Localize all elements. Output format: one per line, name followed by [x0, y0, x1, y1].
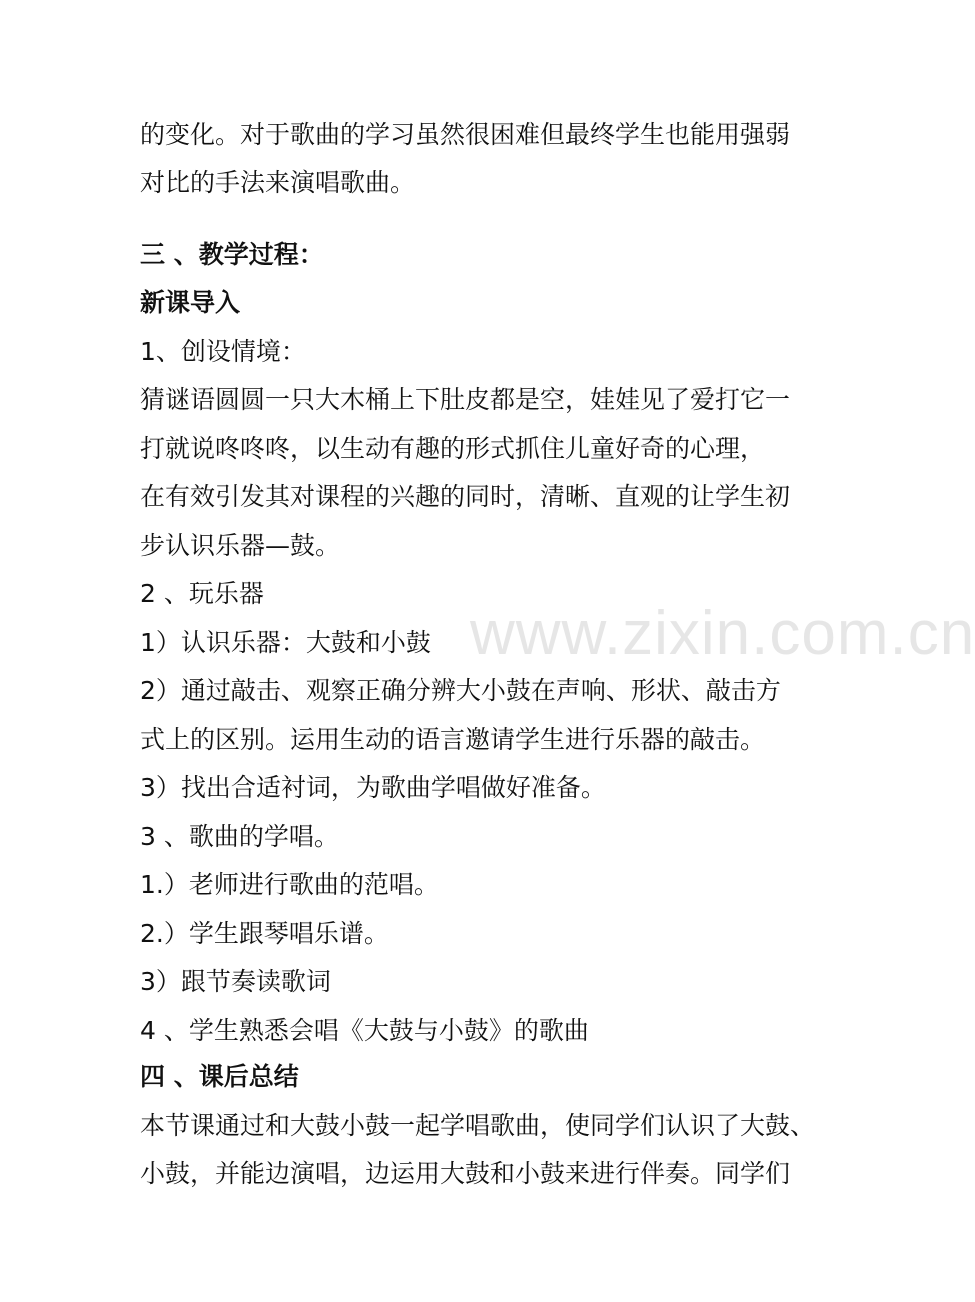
sub-item-know-instruments: 1）认识乐器：大鼓和小鼓: [140, 628, 431, 657]
list-item-master-song: 4 、学生熟悉会唱《大鼓与小鼓》的歌曲: [140, 1016, 589, 1045]
body-text-line-2: 对比的手法来演唱歌曲。: [140, 168, 416, 197]
body-text-line-riddle-2: 打就说咚咚咚，以生动有趣的形式抓住儿童好奇的心理，: [140, 434, 766, 463]
subheading-new-lesson-intro: 新课导入: [140, 288, 241, 317]
watermark: www.zixin.com.cn: [470, 599, 975, 668]
body-text-line-1: 的变化。对于歌曲的学习虽然很困难但最终学生也能用强弱: [140, 120, 791, 149]
section-heading-summary: 四 、课后总结: [140, 1062, 299, 1091]
sub-item-teacher-demo: 1.）老师进行歌曲的范唱。: [140, 870, 439, 899]
body-text-line-riddle-3: 在有效引发其对课程的兴趣的同时，清晰、直观的让学生初: [140, 482, 791, 511]
list-item-song-learning: 3 、歌曲的学唱。: [140, 822, 339, 851]
sub-item-distinguish-drums-2: 式上的区别。运用生动的语言邀请学生进行乐器的敲击。: [140, 725, 766, 754]
sub-item-find-syllables: 3）找出合适衬词，为歌曲学唱做好准备。: [140, 773, 606, 802]
sub-item-sing-score: 2.）学生跟琴唱乐谱。: [140, 919, 389, 948]
body-text-summary-1: 本节课通过和大鼓小鼓一起学唱歌曲，使同学们认识了大鼓、: [140, 1111, 816, 1140]
body-text-summary-2: 小鼓，并能边演唱，边运用大鼓和小鼓来进行伴奏。同学们: [140, 1159, 791, 1188]
list-item-play-instruments: 2 、玩乐器: [140, 579, 264, 608]
body-text-line-riddle-4: 步认识乐器—鼓。: [140, 531, 341, 560]
sub-item-distinguish-drums-1: 2）通过敲击、观察正确分辨大小鼓在声响、形状、敲击方: [140, 676, 781, 705]
section-heading-teaching-process: 三 、教学过程：: [140, 240, 324, 269]
body-text-line-riddle-1: 猜谜语圆圆一只大木桶上下肚皮都是空，娃娃见了爱打它一: [140, 385, 791, 414]
list-item-create-scenario: 1、创设情境：: [140, 337, 306, 366]
sub-item-read-lyrics: 3）跟节奏读歌词: [140, 967, 331, 996]
